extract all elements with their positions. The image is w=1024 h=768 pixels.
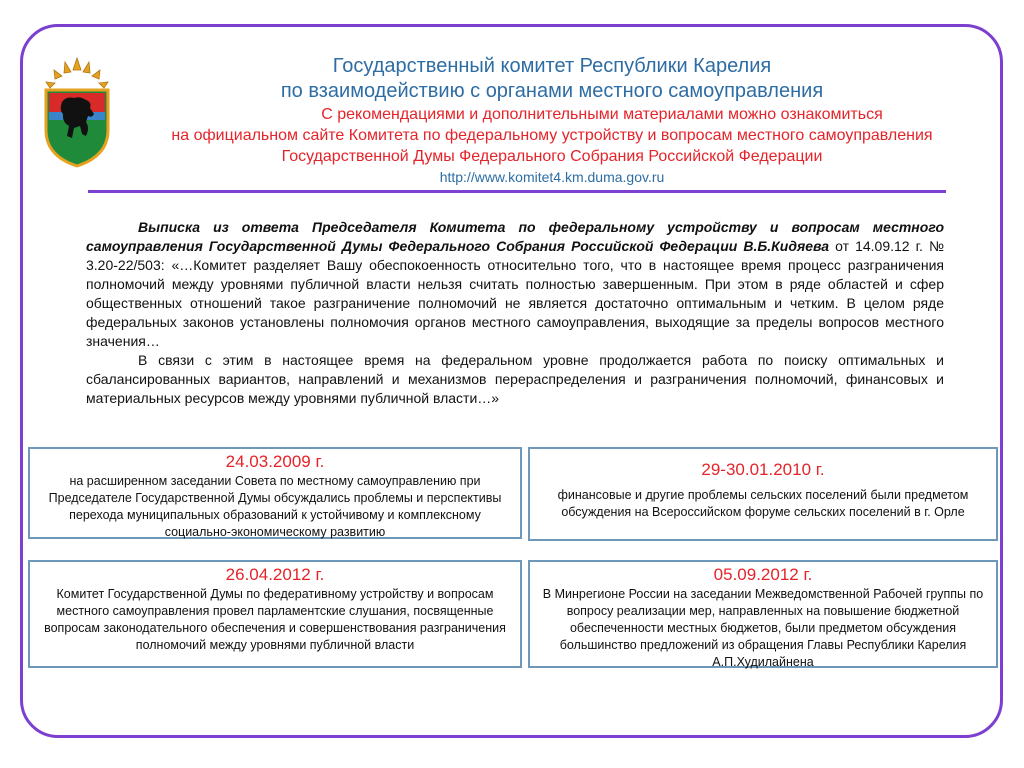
header-title-line1: Государственный комитет Республики Карелия	[332, 55, 772, 77]
event-date: 26.04.2012 г.	[225, 565, 325, 584]
event-date: 05.09.2012 г.	[713, 565, 813, 584]
event-box-4	[528, 560, 998, 668]
event-date: 29-30.01.2010 г.	[701, 460, 825, 479]
quote-text-1: от 14.09.12 г. № 3.20-22/503: «…Комитет разделяет Вашу обеспокоенность относительно того, что в настоящее время процесс разграничения полномочий между уровнями публичной власти нельзя считать полностью завершенным. При этом в ряде областей и сфер общественных отношений такое разграничение полномочий не является достаточно оптимальным и четким. В целом ряде федеральных законов установлены полномочия органов местного самоуправления, выходящие за пределы вопросов местного значения…	[86, 238, 944, 349]
quote-intro: Выписка из ответа Председателя Комитета по федеральному устройству и вопросам местного самоуправления Государственной Думы Федерального Собрания Российской Федерации В.Б.Кидяева	[86, 219, 944, 254]
quote-block	[86, 218, 944, 408]
event-text: на расширенном заседании Совета по местному самоуправлению при Председателе Государственной Думы обсуждались проблемы и перспективы перехода муниципальных образований к устойчивому и комплексному социально-экономическому развитию	[48, 474, 502, 539]
event-box-3	[28, 560, 522, 668]
committee-url-link[interactable]: http://www.komitet4.km.duma.gov.ru	[439, 169, 665, 185]
header-divider	[88, 190, 946, 193]
header-note-line2: на официальном сайте Комитета по федеральному устройству и вопросам местного самоуправления	[171, 127, 933, 144]
header-title-line2: по взаимодействию с органами местного самоуправления	[280, 80, 824, 102]
header-note-line1: С рекомендациями и дополнительными материалами можно ознакомиться	[321, 106, 883, 123]
event-text: В Минрегионе России на заседании Межведомственной Рабочей группы по вопросу реализации мер, направленных на повышение бюджетной обеспеченности местных бюджетов, были предметом обсуждения большинство предложений из обращения Главы Республики Карелия А.П.Худилайнена	[542, 587, 984, 669]
page-header	[130, 54, 974, 187]
event-box-2	[528, 447, 998, 541]
event-date: 24.03.2009 г.	[225, 452, 325, 471]
quote-paragraph-2: В связи с этим в настоящее время на федеральном уровне продолжается работа по поиску оптимальных и сбалансированных вариантов, направлений и механизмов перераспределения и разграничения полномочий, финансовых и материальных ресурсов между уровнями публичной власти…»	[86, 352, 944, 406]
event-box-1	[28, 447, 522, 539]
event-text: Комитет Государственной Думы по федеративному устройству и вопросам местного самоуправления провел парламентские слушания, посвященные вопросам законодательного обеспечения и совершенствования разграничения полномочий между уровнями публичной власти	[44, 587, 506, 652]
header-note-line3: Государственной Думы Федерального Собрания Российской Федерации	[281, 148, 823, 165]
event-text: финансовые и другие проблемы сельских поселений были предметом обсуждения на Всероссийском форуме сельских поселений в г. Орле	[557, 488, 969, 519]
karelia-coat-of-arms-icon	[40, 56, 114, 168]
quote-paragraph-1	[86, 218, 944, 351]
